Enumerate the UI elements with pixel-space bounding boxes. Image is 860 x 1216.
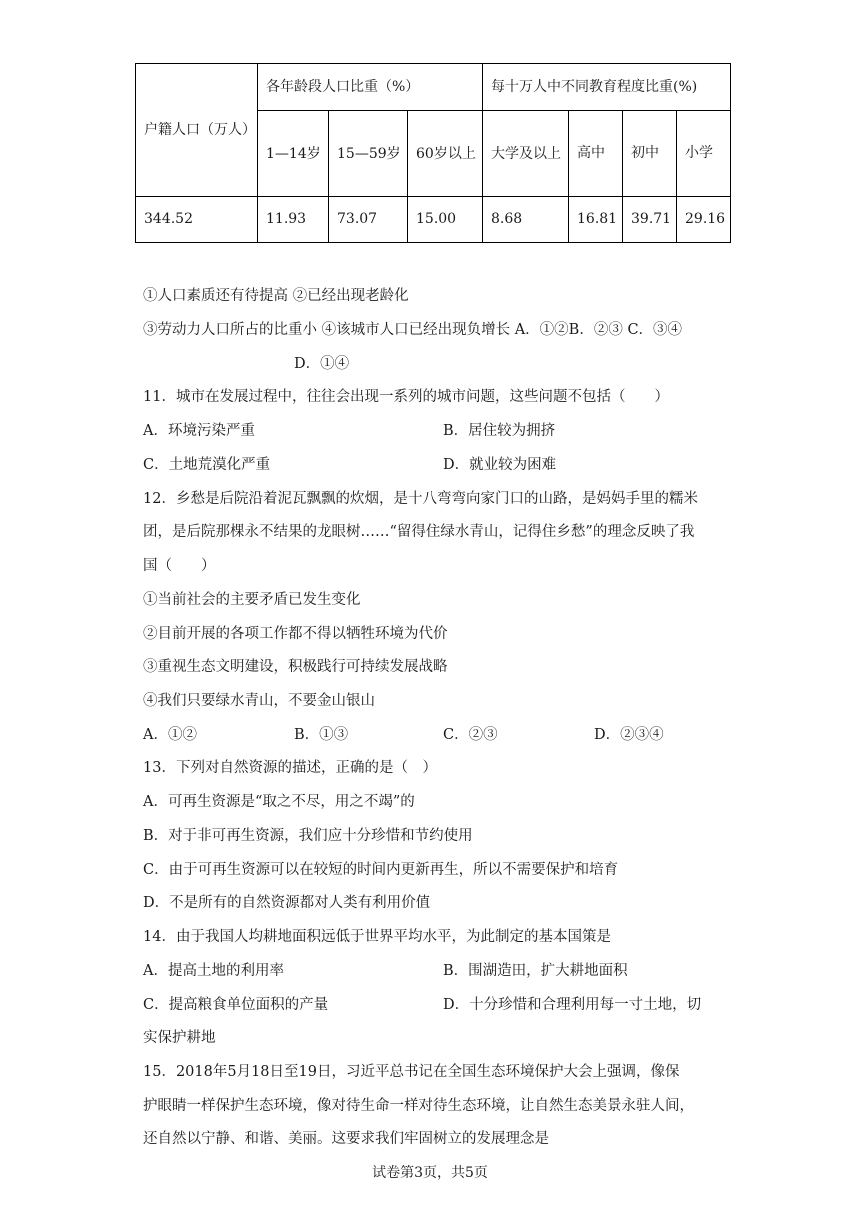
q12-option-d: D．②③④ [594, 727, 664, 743]
header-population: 户籍人口（万人） [136, 64, 258, 197]
q15-stem-2: 护眼睛一样保护生态环境，像对待生命一样对待生态环境，让自然生态美景永驻人间， [143, 1098, 694, 1114]
q11-option-c: C．土地荒漠化严重 [143, 457, 271, 473]
cell-edu-middleschool: 39.71 [623, 197, 677, 243]
q13-option-d: D．不是所有的自然资源都对人类有利用价值 [143, 895, 431, 911]
q12-option-c: C．②③ [443, 727, 498, 743]
q13-option-a: A．可再生资源是“取之不尽，用之不竭”的 [143, 794, 415, 810]
q14-option-d-continued: 实保护耕地 [143, 1030, 216, 1046]
q11-option-a: A．环境污染严重 [143, 423, 255, 439]
q12-statement-2: ②目前开展的各项工作都不得以牺牲环境为代价 [143, 626, 448, 642]
q13-stem: 13．下列对自然资源的描述，正确的是（ ） [143, 760, 437, 776]
q13-option-b: B．对于非可再生资源，我们应十分珍惜和节约使用 [143, 828, 473, 844]
q11-option-d: D．就业较为困难 [443, 457, 557, 473]
page-footer: 试卷第3页，共5页 [372, 1165, 488, 1181]
q13-option-c: C．由于可再生资源可以在较短的时间内更新再生，所以不需要保护和培育 [143, 862, 619, 878]
q14-option-b: B．围湖造田，扩大耕地面积 [443, 963, 628, 979]
q10-statements-1: ①人口素质还有待提高 ②已经出现老龄化 [143, 288, 409, 304]
header-edu-middleschool: 初中 [623, 111, 677, 197]
q15-stem-1: 15．2018年5月18日至19日，习近平总书记在全国生态环境保护大会上强调，像保 [143, 1064, 680, 1080]
q12-option-b: B．①③ [294, 727, 349, 743]
q12-statement-1: ①当前社会的主要矛盾已发生变化 [143, 592, 361, 608]
cell-edu-highschool: 16.81 [569, 197, 623, 243]
q12-stem-1: 12．乡愁是后院沿着泥瓦飘飘的炊烟，是十八弯弯向家门口的山路，是妈妈手里的糯米 [143, 491, 698, 507]
q15-stem-3: 还自然以宁静、和谐、美丽。这要求我们牢固树立的发展理念是 [143, 1131, 549, 1147]
cell-age-15-59: 73.07 [329, 197, 408, 243]
q14-option-a: A．提高土地的利用率 [143, 963, 284, 979]
cell-age-1-14: 11.93 [258, 197, 329, 243]
header-edu-university: 大学及以上 [483, 111, 569, 197]
header-edu-primary: 小学 [677, 111, 731, 197]
q11-option-b: B．居住较为拥挤 [443, 423, 556, 439]
cell-edu-university: 8.68 [483, 197, 569, 243]
q12-statement-3: ③重视生态文明建设，积极践行可持续发展战略 [143, 659, 448, 675]
q10-statements-2: ③劳动力人口所占的比重小 ④该城市人口已经出现负增长 A．①②B．②③ C．③④ [143, 322, 683, 338]
header-age-15-59: 15—59岁 [329, 111, 408, 197]
header-education: 每十万人中不同教育程度比重(%) [483, 64, 731, 111]
cell-population: 344.52 [136, 197, 258, 243]
q12-option-a: A．①② [143, 727, 197, 743]
population-table [135, 63, 731, 243]
q14-stem: 14．由于我国人均耕地面积远低于世界平均水平，为此制定的基本国策是 [143, 929, 611, 945]
q14-option-c: C．提高粮食单位面积的产量 [143, 997, 329, 1013]
header-age-60plus: 60岁以上 [408, 111, 483, 197]
q12-stem-2: 团，是后院那棵永不结果的龙眼树……“留得住绿水青山，记得住乡愁”的理念反映了我 [143, 524, 695, 540]
q14-option-d: D．十分珍惜和合理利用每一寸土地，切 [443, 997, 702, 1013]
header-age-group: 各年龄段人口比重（%） [258, 64, 483, 111]
header-age-1-14: 1—14岁 [258, 111, 329, 197]
cell-edu-primary: 29.16 [677, 197, 731, 243]
q10-option-d: D．①④ [294, 356, 350, 372]
q12-statement-4: ④我们只要绿水青山，不要金山银山 [143, 693, 375, 709]
q11-stem: 11．城市在发展过程中，往往会出现一系列的城市问题，这些问题不包括（ ） [143, 389, 669, 405]
q12-stem-3: 国（ ） [143, 558, 216, 574]
header-edu-highschool: 高中 [569, 111, 623, 197]
cell-age-60plus: 15.00 [408, 197, 483, 243]
